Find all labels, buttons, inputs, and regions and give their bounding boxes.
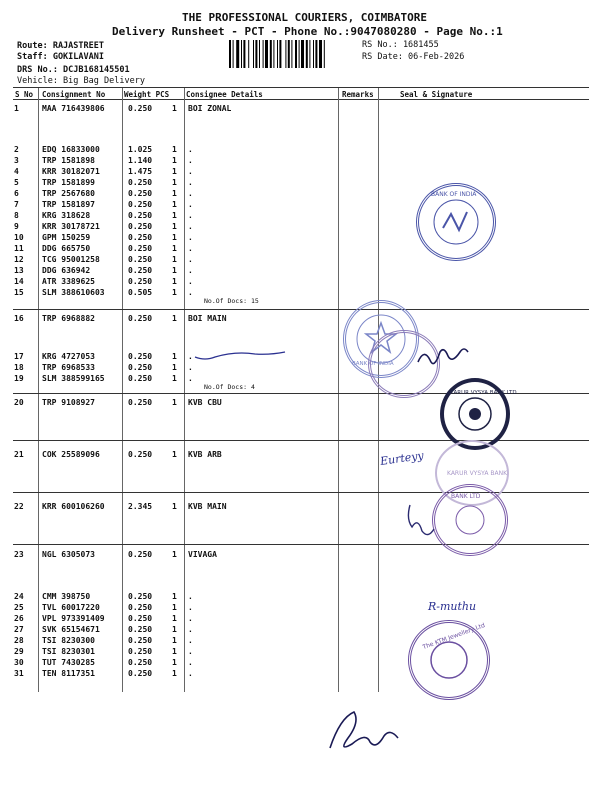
row-consignee: BOI ZONAL — [188, 104, 232, 113]
row-pcs: 1 — [172, 603, 177, 612]
row-consignee: . — [188, 145, 193, 154]
row-consignment-no: TRP 6968533 — [42, 363, 95, 372]
row-weight: 0.250 — [128, 647, 153, 656]
row-consignment-no: TEN 8117351 — [42, 669, 95, 678]
row-sno: 17 — [14, 352, 24, 361]
row-pcs: 1 — [172, 189, 177, 198]
row-sno: 5 — [14, 178, 19, 187]
row-weight: 0.250 — [128, 592, 153, 601]
row-sno: 26 — [14, 614, 24, 623]
row-consignee: . — [188, 167, 193, 176]
row-consignee: . — [188, 156, 193, 165]
row-pcs: 1 — [172, 288, 177, 297]
row-pcs: 1 — [172, 277, 177, 286]
row-sno: 23 — [14, 550, 24, 559]
row-consignment-no: TRP 1581899 — [42, 178, 95, 187]
row-sno: 9 — [14, 222, 19, 231]
row-weight: 0.250 — [128, 244, 153, 253]
drs-label: DRS No.: DCJB168145501 — [17, 65, 130, 75]
row-consignment-no: KRR 30178721 — [42, 222, 100, 231]
row-consignee: . — [188, 266, 193, 275]
row-pcs: 1 — [172, 592, 177, 601]
row-pcs: 1 — [172, 374, 177, 383]
row-weight: 0.250 — [128, 669, 153, 678]
row-consignment-no: NGL 6305073 — [42, 550, 95, 559]
row-consignment-no: TRP 6968882 — [42, 314, 95, 323]
row-consignment-no: TRP 1581898 — [42, 156, 95, 165]
row-pcs: 1 — [172, 658, 177, 667]
row-consignment-no: TVL 60017220 — [42, 603, 100, 612]
row-consignee: . — [188, 592, 193, 601]
row-weight: 0.250 — [128, 233, 153, 242]
row-consignment-no: SLM 388610603 — [42, 288, 105, 297]
row-consignee: . — [188, 178, 193, 187]
row-consignment-no: TRP 2567680 — [42, 189, 95, 198]
row-consignee: . — [188, 255, 193, 264]
row-consignee: . — [188, 288, 193, 297]
row-consignment-no: TSI 8230301 — [42, 647, 95, 656]
row-consignee: KVB MAIN — [188, 502, 227, 511]
row-sno: 12 — [14, 255, 24, 264]
row-sno: 11 — [14, 244, 24, 253]
row-pcs: 1 — [172, 244, 177, 253]
row-consignment-no: VPL 973391409 — [42, 614, 105, 623]
row-consignment-no: TUT 7430285 — [42, 658, 95, 667]
row-consignment-no: TCG 95001258 — [42, 255, 100, 264]
row-weight: 0.250 — [128, 277, 153, 286]
row-consignee: . — [188, 647, 193, 656]
handwritten-signature: Eurteyy — [379, 449, 425, 468]
signature-kvb-main — [408, 505, 434, 535]
row-consignment-no: COK 25589096 — [42, 450, 100, 459]
col-seal-signature: Seal & Signature — [400, 90, 473, 99]
row-weight: 0.250 — [128, 200, 153, 209]
row-consignee: . — [188, 614, 193, 623]
row-pcs: 1 — [172, 104, 177, 113]
row-sno: 4 — [14, 167, 19, 176]
rs-date: RS Date: 06-Feb-2026 — [362, 52, 465, 62]
col-weight-pcs: Weight PCS — [124, 90, 170, 99]
row-consignee: . — [188, 189, 193, 198]
row-sno: 6 — [14, 189, 19, 198]
row-consignment-no: KRG 318628 — [42, 211, 91, 220]
row-consignee: . — [188, 200, 193, 209]
runsheet-title: Delivery Runsheet - PCT - Phone No.:9047080280 - Page No.:1 — [112, 25, 503, 38]
row-pcs: 1 — [172, 398, 177, 407]
row-sno: 22 — [14, 502, 24, 511]
row-pcs: 1 — [172, 669, 177, 678]
row-consignee: . — [188, 352, 193, 361]
row-pcs: 1 — [172, 352, 177, 361]
row-pcs: 1 — [172, 550, 177, 559]
row-weight: 2.345 — [128, 502, 153, 511]
row-weight: 0.250 — [128, 255, 153, 264]
row-weight: 0.250 — [128, 614, 153, 623]
row-consignment-no: DDG 636942 — [42, 266, 91, 275]
row-sno: 27 — [14, 625, 24, 634]
row-weight: 0.250 — [128, 266, 153, 275]
staff-label: Staff: GOKILAVANI — [17, 52, 104, 62]
col-remarks: Remarks — [342, 90, 374, 99]
row-consignee: . — [188, 222, 193, 231]
row-sno: 29 — [14, 647, 24, 656]
row-weight: 0.505 — [128, 288, 153, 297]
row-sno: 25 — [14, 603, 24, 612]
row-pcs: 1 — [172, 314, 177, 323]
row-weight: 0.250 — [128, 450, 153, 459]
signature-bottom — [330, 712, 398, 748]
row-sno: 21 — [14, 450, 24, 459]
row-consignment-no: EDQ 16833000 — [42, 145, 100, 154]
row-sno: 15 — [14, 288, 24, 297]
row-consignee: . — [188, 233, 193, 242]
row-weight: 0.250 — [128, 314, 153, 323]
row-sno: 19 — [14, 374, 24, 383]
row-consignee: . — [188, 244, 193, 253]
row-weight: 0.250 — [128, 352, 153, 361]
rs-number: RS No.: 1681455 — [362, 40, 439, 50]
row-sno: 31 — [14, 669, 24, 678]
row-consignment-no: GPM 150259 — [42, 233, 91, 242]
handwritten-signature: R-muthu — [428, 600, 477, 613]
row-pcs: 1 — [172, 211, 177, 220]
row-consignment-no: CMM 398750 — [42, 592, 91, 601]
row-weight: 0.250 — [128, 211, 153, 220]
row-sno: 24 — [14, 592, 24, 601]
vehicle-label: Vehicle: Big Bag Delivery — [17, 76, 145, 86]
row-weight: 1.025 — [128, 145, 153, 154]
row-weight: 1.140 — [128, 156, 153, 165]
row-weight: 0.250 — [128, 550, 153, 559]
row-pcs: 1 — [172, 625, 177, 634]
row-sno: 30 — [14, 658, 24, 667]
row-consignment-no: TRP 9108927 — [42, 398, 95, 407]
row-pcs: 1 — [172, 145, 177, 154]
row-weight: 0.250 — [128, 636, 153, 645]
seal-text: BANK OF INDIA — [431, 191, 477, 198]
signature-boi-main — [195, 352, 285, 359]
row-consignment-no: KRG 4727053 — [42, 352, 95, 361]
row-pcs: 1 — [172, 363, 177, 372]
row-consignment-no: SLM 388599165 — [42, 374, 105, 383]
row-weight: 0.250 — [128, 178, 153, 187]
row-pcs: 1 — [172, 647, 177, 656]
row-pcs: 1 — [172, 636, 177, 645]
row-sno: 14 — [14, 277, 24, 286]
row-pcs: 1 — [172, 233, 177, 242]
row-pcs: 1 — [172, 614, 177, 623]
seal-text: BANK LTD — [451, 493, 481, 500]
row-weight: 0.250 — [128, 374, 153, 383]
row-weight: 0.250 — [128, 398, 153, 407]
seal-text: KARUR VYSYA BANK LTD — [450, 390, 517, 396]
row-pcs: 1 — [172, 255, 177, 264]
seal-text: KARUR VYSYA BANK — [447, 470, 508, 477]
row-sno: 1 — [14, 104, 19, 113]
row-pcs: 1 — [172, 167, 177, 176]
row-sno: 16 — [14, 314, 24, 323]
row-consignment-no: KRR 600106260 — [42, 502, 105, 511]
row-sno: 20 — [14, 398, 24, 407]
row-consignee: . — [188, 277, 193, 286]
row-consignee: . — [188, 211, 193, 220]
row-weight: 0.250 — [128, 189, 153, 198]
row-pcs: 1 — [172, 200, 177, 209]
row-consignee: KVB CBU — [188, 398, 222, 407]
row-pcs: 1 — [172, 502, 177, 511]
row-consignee: . — [188, 625, 193, 634]
row-consignee: . — [188, 658, 193, 667]
row-pcs: 1 — [172, 266, 177, 275]
row-pcs: 1 — [172, 222, 177, 231]
row-sno: 2 — [14, 145, 19, 154]
row-consignee: . — [188, 363, 193, 372]
row-consignee: . — [188, 636, 193, 645]
row-sno: 18 — [14, 363, 24, 372]
row-weight: 0.250 — [128, 222, 153, 231]
row-pcs: 1 — [172, 156, 177, 165]
row-sno: 13 — [14, 266, 24, 275]
seal-text: BANK OF INDIA — [352, 361, 394, 367]
row-weight: 1.475 — [128, 167, 153, 176]
row-pcs: 1 — [172, 178, 177, 187]
seal-text: The KTM Jewellery Ltd — [421, 621, 487, 652]
row-weight: 0.250 — [128, 603, 153, 612]
row-consignment-no: KRR 30182071 — [42, 167, 100, 176]
row-consignment-no: DDG 665750 — [42, 244, 91, 253]
row-sno: 10 — [14, 233, 24, 242]
row-sno: 7 — [14, 200, 19, 209]
row-consignee: . — [188, 669, 193, 678]
row-weight: 0.250 — [128, 363, 153, 372]
row-consignee: BOI MAIN — [188, 314, 227, 323]
row-consignee: KVB ARB — [188, 450, 222, 459]
row-pcs: 1 — [172, 450, 177, 459]
row-consignee: VIVAGA — [188, 550, 217, 559]
col-consignee: Consignee Details — [186, 90, 263, 99]
col-consignment: Consignment No — [42, 90, 106, 99]
row-consignment-no: TRP 1581897 — [42, 200, 95, 209]
row-sno: 28 — [14, 636, 24, 645]
doc-count: No.Of Docs: 4 — [204, 383, 255, 391]
row-sno: 3 — [14, 156, 19, 165]
row-weight: 0.250 — [128, 104, 153, 113]
route-label: Route: RAJASTREET — [17, 41, 104, 51]
row-consignment-no: ATR 3389625 — [42, 277, 95, 286]
row-consignment-no: MAA 716439806 — [42, 104, 105, 113]
row-consignment-no: TSI 8230300 — [42, 636, 95, 645]
signature-boi-main-2 — [418, 349, 468, 364]
row-consignee: . — [188, 374, 193, 383]
doc-count: No.Of Docs: 15 — [204, 297, 259, 305]
row-sno: 8 — [14, 211, 19, 220]
row-weight: 0.250 — [128, 658, 153, 667]
col-sno: S No — [15, 90, 34, 99]
row-consignee: . — [188, 603, 193, 612]
company-title: THE PROFESSIONAL COURIERS, COIMBATORE — [182, 11, 428, 24]
row-weight: 0.250 — [128, 625, 153, 634]
row-consignment-no: SVK 65154671 — [42, 625, 100, 634]
